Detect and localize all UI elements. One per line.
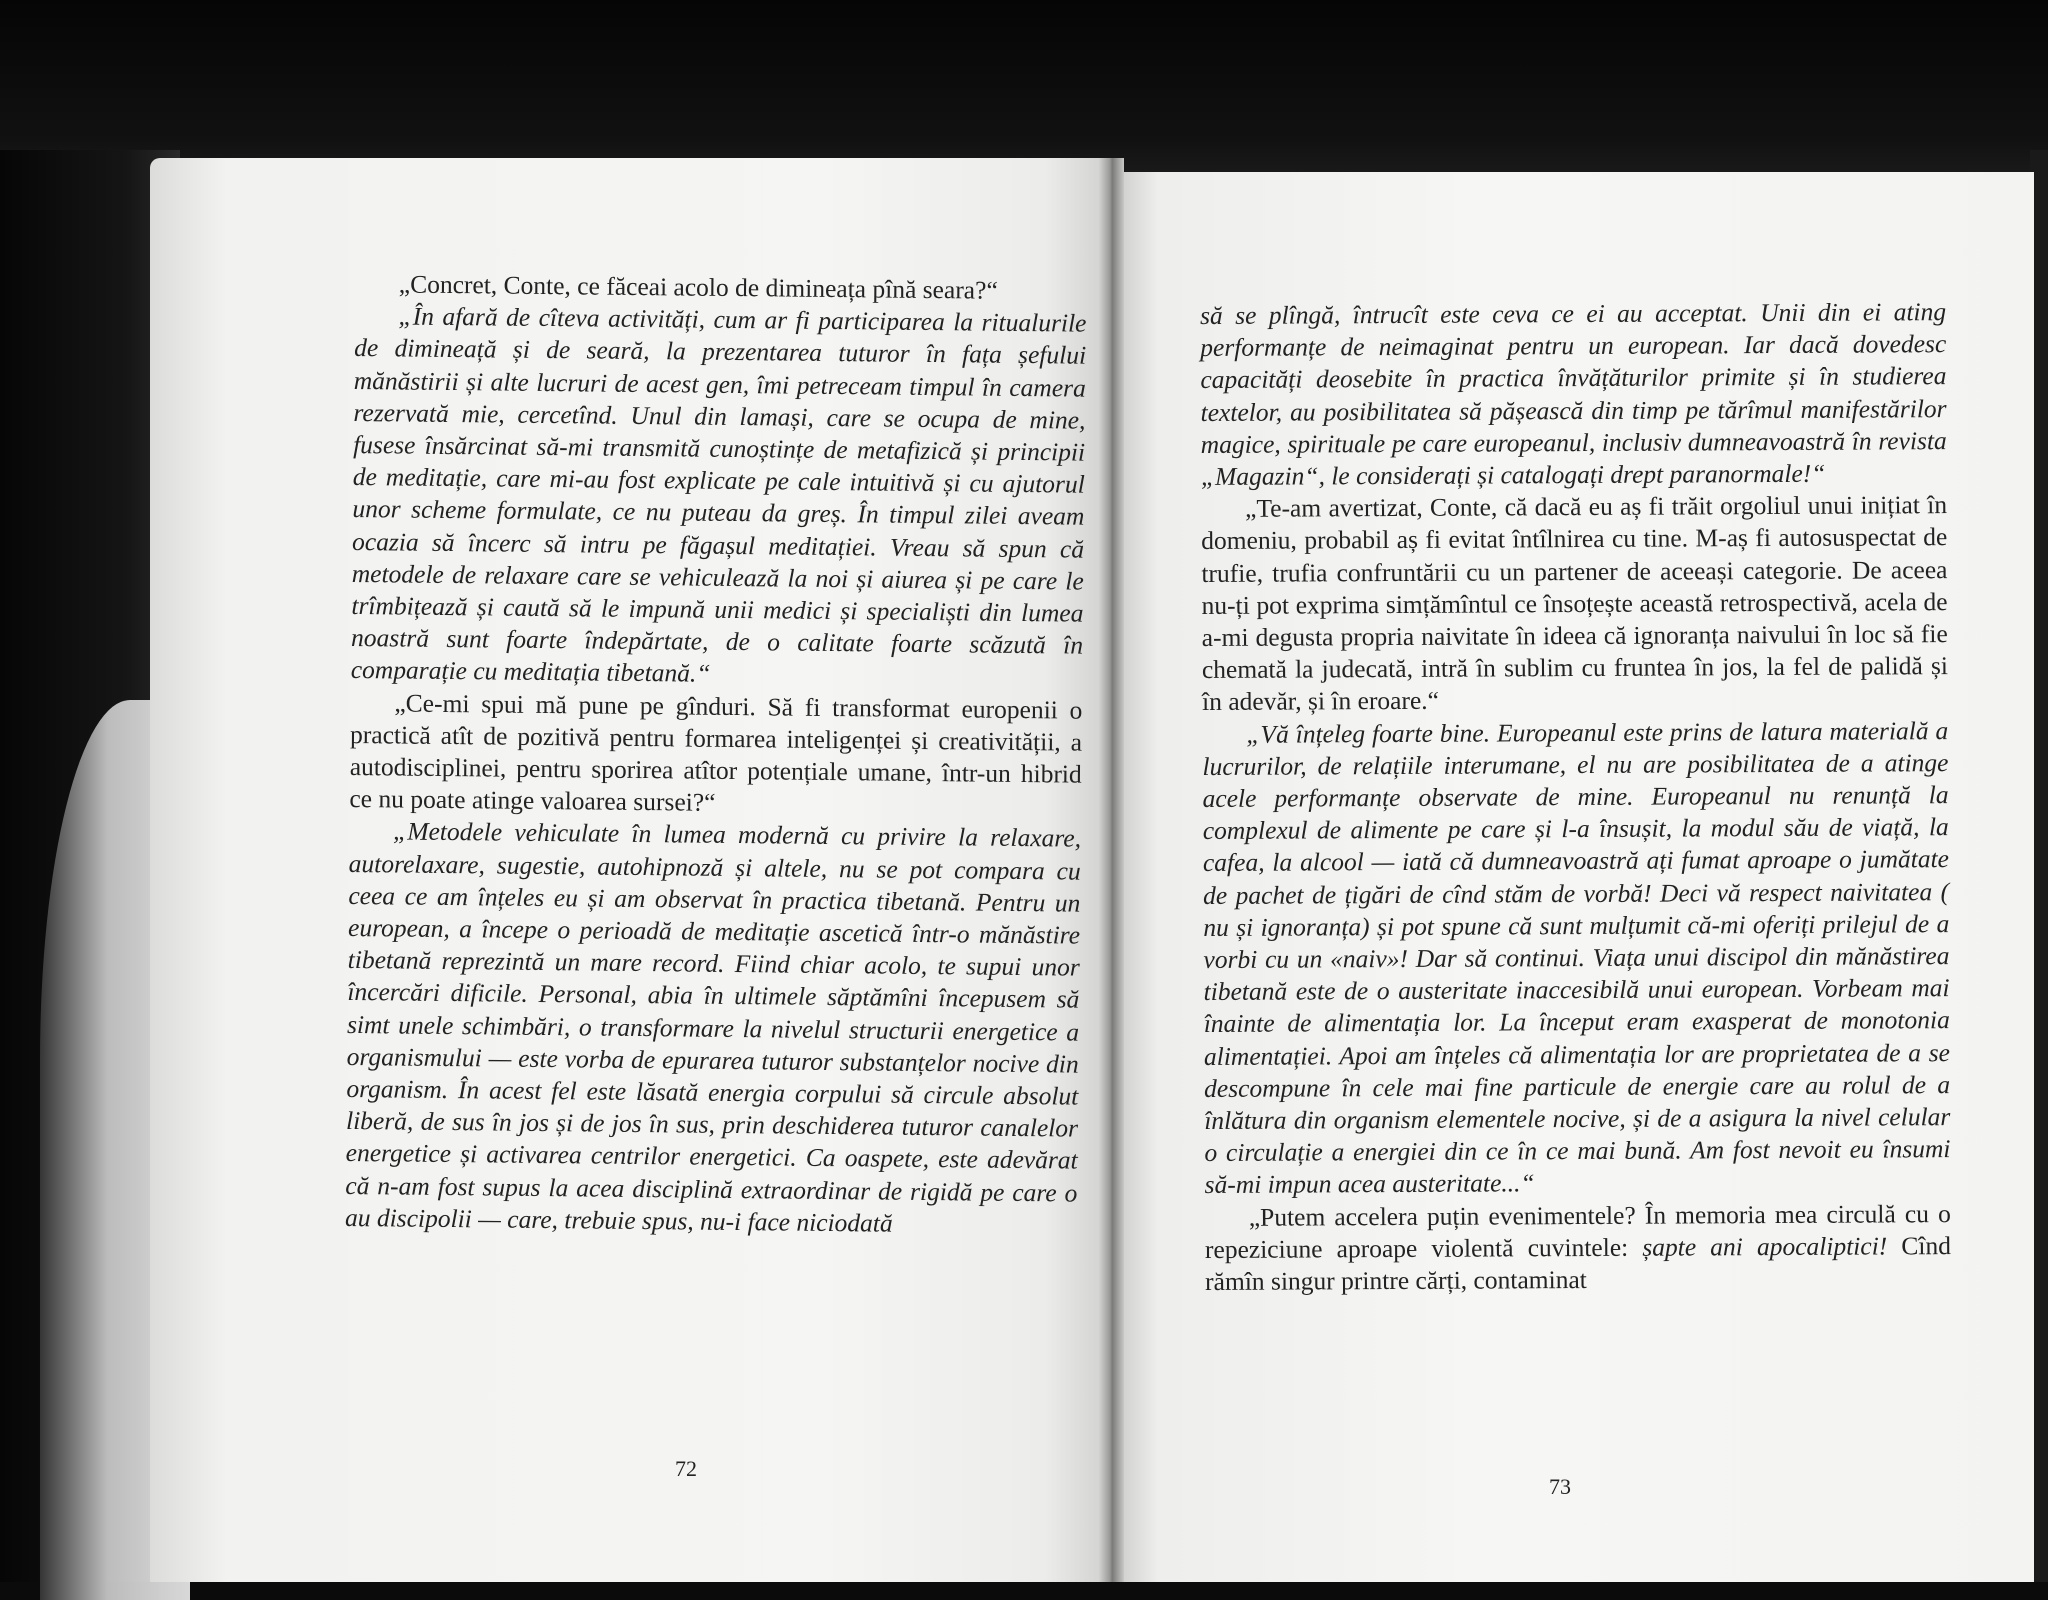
right-paragraph-4-end: Cînd rămîn singur printre cărți, contaminat <box>1205 1230 1952 1297</box>
page-number-right: 73 <box>1549 1474 1571 1499</box>
left-paragraph-3: „Ce-mi spui mă pune pe gînduri. Să fi transformat europenii o practică atît de pozitivă pentru formarea inteligenței și creativității, a autodisciplinei, pentru sporirea atîtor potențiale umane, într-un hibrid ce nu poate atinge valoarea sursei?“ <box>349 688 1083 818</box>
right-paragraph-4 <box>1205 1198 1951 1299</box>
left-page <box>150 158 1112 1582</box>
left-paragraph-1: „Concret, Conte, ce făceai acolo de dimineața pînă seara?“ <box>398 269 998 305</box>
right-paragraph-2: „Te-am avertizat, Conte, că dacă eu aș fi trăit orgoliul unui inițiat în domeniu, probabil aș fi evitat întîlnirea cu tine. M-aș fi autosuspectat de trufie, trufia confruntării cu un partener de aceeași categorie. De aceea nu-ți pot exprima simțămîntul ce însoțește această retrospectivă, acela de a-mi degusta propria naivitate în ideea că ignoranța naivului în loc să fie chemată la judecată, intră în sublim cu fruntea în jos, la fel de palidă și în adevăr, și în eroare.“ <box>1201 490 1949 717</box>
right-page-text <box>1200 296 1951 1298</box>
left-paragraph-4: „Metodele vehiculate în lumea modernă cu privire la relaxare, autorelaxare, sugestie, autohipnoză și altele, nu se pot compara cu ceea ce am înțeles eu și am observat în practica tibetană. Pentru un european, a începe o perioadă de meditație ascetică într-o mănăstire tibetană reprezintă un mare record. Fiind chiar acolo, te supui unor încercări dificile. Personal, abia în ultimele săptămîni începusem să simt unele schimbări, o transformare la nivelul structurii energetice a organismului — este vorba de epurarea tuturor substanțelor nocive din organism. În acest fel este lăsată energia corpului să circule absolut liberă, de sus în jos și de jos în sus, prin deschiderea tuturor canalelor energetice și activarea centrilor energetici. Ca oaspete, este adevărat că n-am fost supus la acea disciplină extraordinar de rigidă pe care o au discipolii — care, trebuie spus, nu-i face niciodată <box>344 816 1082 1238</box>
background-top <box>0 0 2048 175</box>
right-paragraph-4-emphasis: șapte ani apocaliptici! <box>1642 1231 1888 1262</box>
left-paragraph-2: „În afară de cîteva activități, cum ar fi participarea la ritualurile de dimineață și de seară, la prezentarea tuturor în fața șefului mănăstirii și alte lucruri de acest gen, îmi petreceam timpul în camera rezervată mie, cercetînd. Unul din lamași, care se ocupa de mine, fusese însărcinat să-mi transmită cunoștințe de metafizică și principii de meditație, care mi-au fost explicate pe cale intuitivă și cu ajutorul unor scheme formulate, ce nu puteau da greș. În timpul zilei aveam ocazia să încerc să intru pe făgașul meditației. Vreau să spun că metodele de relaxare care se vehiculează la noi și aiurea și pe care le trîmbițează și caută să le impună unii medici și specialiști din lumea noastră sunt foarte îndepărtate, de o calitate foarte scăzută în comparație cu meditația tibetană.“ <box>350 301 1087 689</box>
right-paragraph-3: „Vă înțeleg foarte bine. Europeanul este prins de latura materială a lucrurilor, de relațiile interumane, el nu are posibilitatea de a atinge acele performanțe observate de mine. Europeanul nu renunță la complexul de alimente pe care și l-a însușit, la modul său de viață, la cafea, la alcool — iată că dumneavoastră ați fumat aproape o jumătate de pachet de țigări de cînd stăm de vorbă! Deci vă respect naivitatea ( nu și ignoranța) și pot spune că sunt mulțumit că-mi oferiți prilejul de a vorbi cu un «naiv»! Dar să continui. Viața unui discipol din mănăstirea tibetană este de o austeritate inaccesibilă unui european. Vorbeam mai înainte de alimentația lor. La început eram exasperat de monotonia alimentației. Apoi am înțeles că alimentația lor are proprietatea de a se descompune în cele mai fine particule de energie care au rolul de a înlătura din organism elementele nocive, și de a asigura la nivel celular o circulație a energiei din ce în ce mai bună. Am fost nevoit eu însumi să-mi impun acea austeritate...“ <box>1202 715 1951 1200</box>
right-paragraph-1: să se plîngă, întrucît este ceva ce ei au acceptat. Unii din ei ating performanțe de neimaginat pentru un european. Iar dacă dovedesc capacități deosebite în practica învățăturilor primite și în studierea textelor, au posibilitatea să pășească din timp pe tărîmul manifestărilor magice, spirituale pe care europeanul, inclusiv dumneavoastră în revista „Magazin“, le considerați și catalogați drept paranormale!“ <box>1200 297 1947 492</box>
page-number-left: 72 <box>675 1456 697 1481</box>
left-page-text <box>345 268 1087 1242</box>
right-page <box>1112 172 2034 1582</box>
right-paragraph-4-start: „Putem accelera puțin evenimentele? În memoria mea circulă cu o repeziciune aproape violentă cuvintele: <box>1204 1198 1951 1264</box>
book-gutter <box>1098 158 1124 1582</box>
